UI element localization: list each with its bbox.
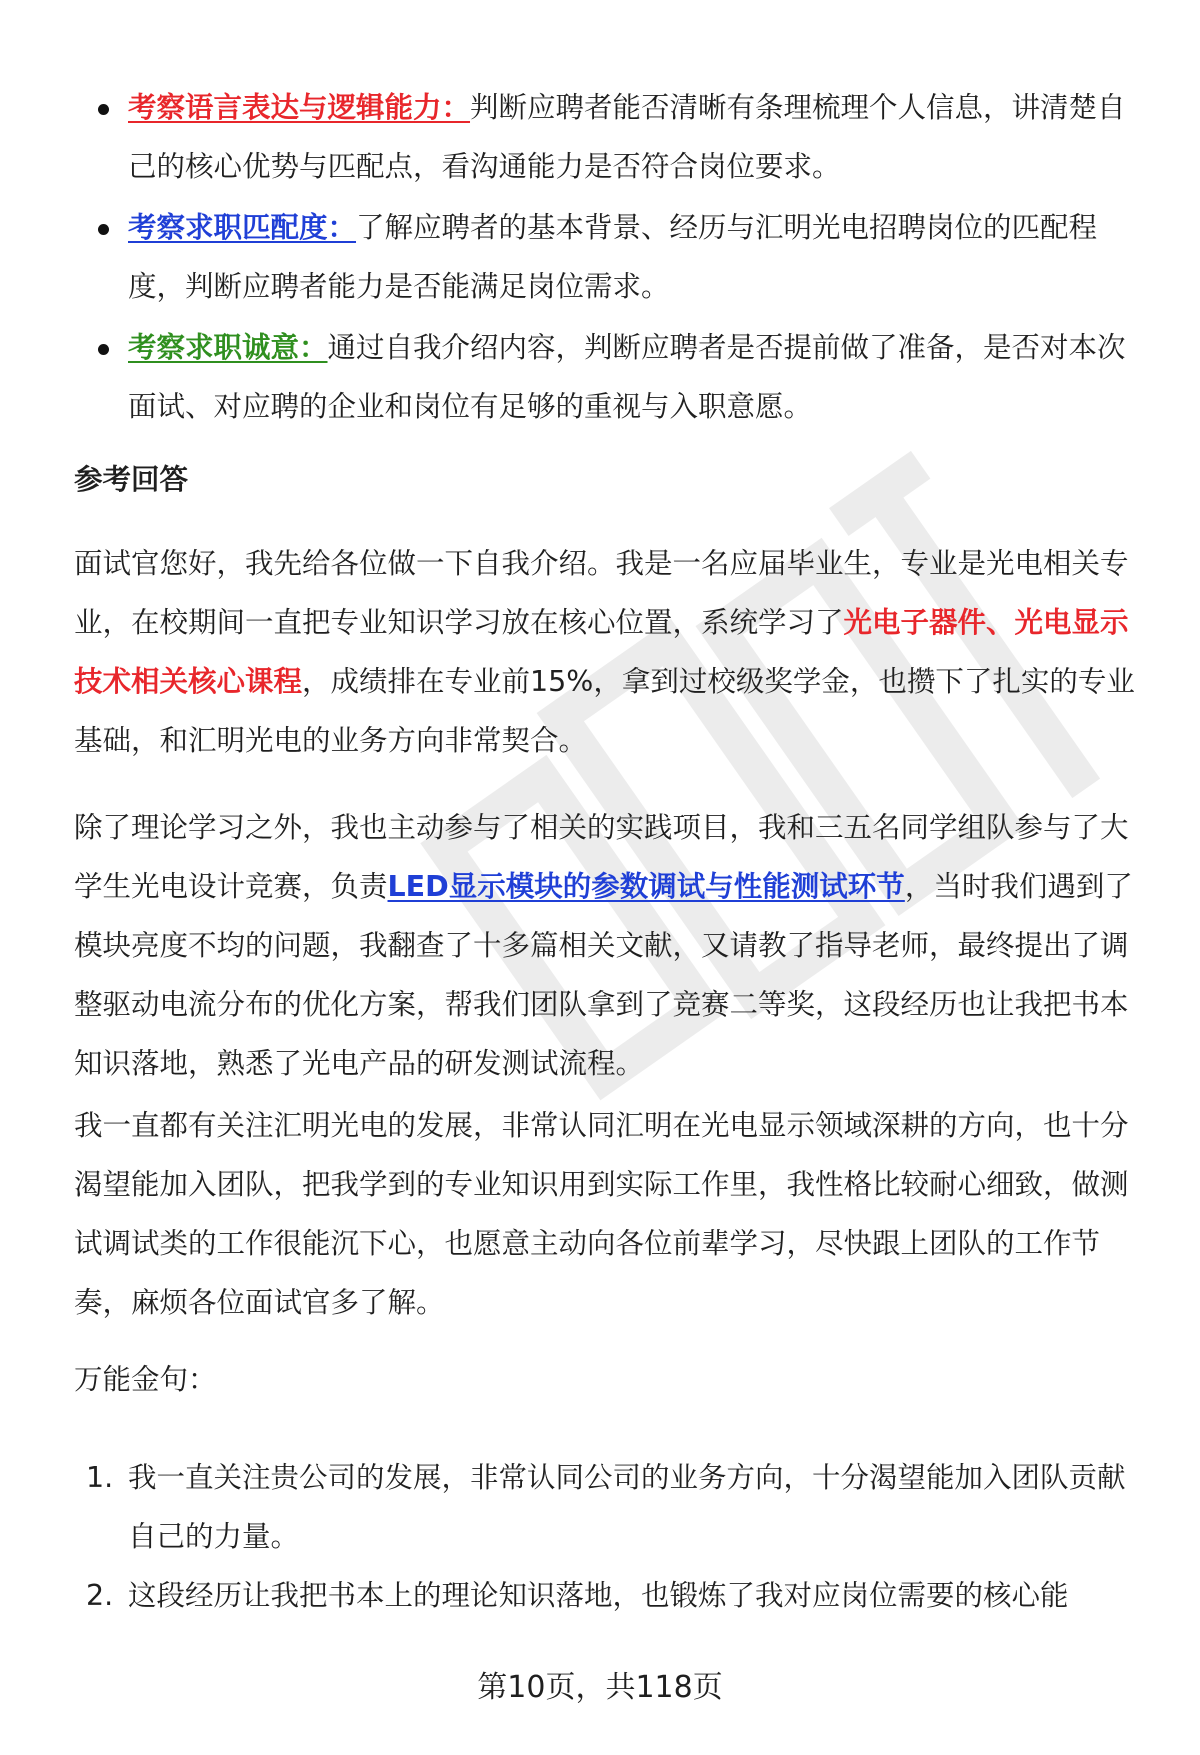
assessment-keyword: 考察求职诚意： <box>128 331 328 364</box>
answer-highlight: 光电子器件、光电显示技术相关核心课程 <box>74 606 1129 698</box>
assessment-text: 判断应聘者能否清晰有条理梳理个人信息，讲清楚自己的核心优势与匹配点，看沟通能力是否符合岗位要求。 <box>128 91 1126 183</box>
answer-text: 除了理论学习之外，我也主动参与了相关的实践项目，我和三五名同学组队参与了大学生光电设计竞赛，负责 <box>74 811 1129 903</box>
golden-phrase-item <box>74 1566 1144 1625</box>
golden-phrases-title: 万能金句： <box>74 1363 217 1396</box>
answer-text: 面试官您好，我先给各位做一下自我介绍。我是一名应届毕业生，专业是光电相关专业，在校期间一直把专业知识学习放在核心位置，系统学习了 <box>74 547 1129 639</box>
bullet-dot-icon <box>98 224 109 235</box>
assessment-text: 了解应聘者的基本背景、经历与汇明光电招聘岗位的匹配程度，判断应聘者能力是否能满足岗位需求。 <box>128 211 1098 303</box>
answer-paragraph: 我一直都有关注汇明光电的发展，非常认同汇明在光电显示领域深耕的方向，也十分渴望能加入团队，把我学到的专业知识用到实际工作里，我性格比较耐心细致，做测试调试类的工作很能沉下心，也愿意主动向各位前辈学习，尽快跟上团队的工作节奏，麻烦各位面试官多了解。 <box>74 1109 1129 1319</box>
bullet-dot-icon <box>98 344 109 355</box>
assessment-point <box>74 78 1144 196</box>
assessment-point <box>74 198 1144 316</box>
golden-phrases-list <box>74 1448 1144 1625</box>
bullet-dot-icon <box>98 104 109 115</box>
answer-highlight: LED显示模块的参数调试与性能测试环节 <box>387 870 905 903</box>
assessment-keyword: 考察语言表达与逻辑能力： <box>128 91 471 124</box>
item-text: 这段经历让我把书本上的理论知识落地，也锻炼了我对应岗位需要的核心能 <box>128 1579 1069 1612</box>
item-number: 2. <box>86 1579 114 1612</box>
answer-paragraph <box>74 798 1144 1093</box>
item-number: 1. <box>86 1461 114 1494</box>
assessment-text: 通过自我介绍内容，判断应聘者是否提前做了准备，是否对本次面试、对应聘的企业和岗位有足够的重视与入职意愿。 <box>128 331 1126 423</box>
assessment-points-list <box>74 78 1144 438</box>
answer-text: ，当时我们遇到了模块亮度不均的问题，我翻查了十多篇相关文献，又请教了指导老师，最终提出了调整驱动电流分布的优化方案，帮我们团队拿到了竞赛二等奖，这段经历也让我把书本知识落地，熟悉了光电产品的研发测试流程。 <box>74 870 1133 1080</box>
golden-phrase-item <box>74 1448 1144 1566</box>
answer-text: ，成绩排在专业前15%，拿到过校级奖学金，也攒下了扎实的专业基础，和汇明光电的业务方向非常契合。 <box>74 665 1135 757</box>
page-number-footer: 第10页，共118页 <box>477 1670 723 1705</box>
answer-paragraph <box>74 534 1144 770</box>
item-text: 我一直关注贵公司的发展，非常认同公司的业务方向，十分渴望能加入团队贡献自己的力量。 <box>128 1461 1126 1553</box>
section-title: 参考回答 <box>74 463 189 496</box>
assessment-point <box>74 318 1144 436</box>
assessment-keyword: 考察求职匹配度： <box>128 211 357 244</box>
